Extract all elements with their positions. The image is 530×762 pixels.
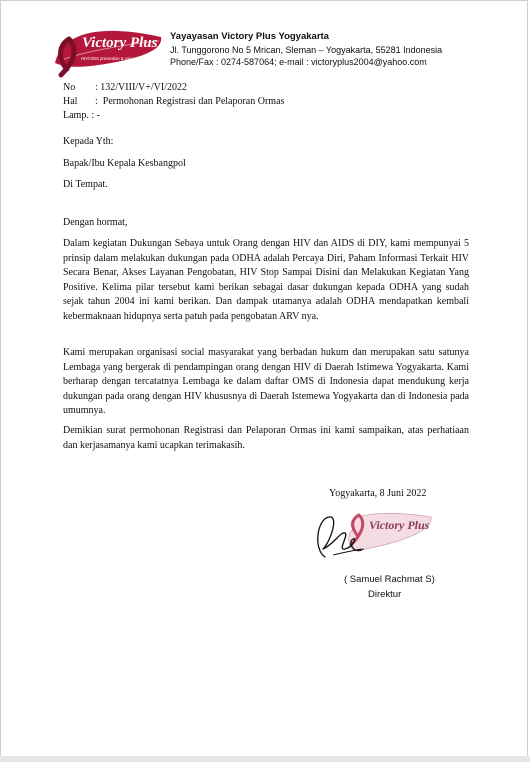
body-paragraph-1: Dalam kegiatan Dukungan Sebaya untuk Orang dengan HIV dan AIDS di DIY, kami mempunyai 5 prinsip dalam melakukan dukungan pada ODHA adalah Percaya Diri, Paham Informasi Terkait HIV Secara Benar, Akses Layanan Pengobatan, HIV Stop Sampai Disini dan Melakukan Kegiatan Yang Positive. Kelima pilar tersebut kami berikan sebagai dasar dukungan kepada ODHA yang sudah sejak tahun 2004 ini kami berikan. Dan dampak utamanya adalah ODHA mendapatkan kembali kebermaknaan hidupnya serta patuh pada pengobatan ARV nya. xyxy=(63,238,469,322)
greeting: Dengan hormat, xyxy=(63,217,128,228)
body-paragraph-3: Demikian surat permohonan Registrasi dan Pelaporan Ormas ini kami sampaikan, atas perhatiaan dan kerjasamanya kami ucapkan terimakasih. xyxy=(63,425,469,451)
meta-number-value: : 132/VIII/V+/VI/2022 xyxy=(95,82,188,93)
meta-subject-label: Hal xyxy=(63,96,78,107)
place-date: Yogyakarta, 8 Juni 2022 xyxy=(329,488,427,499)
signer-name: ( Samuel Rachmat S) xyxy=(344,574,435,585)
letter-meta xyxy=(63,81,284,123)
meta-number xyxy=(63,81,284,95)
signer-title: Direktur xyxy=(368,589,402,600)
recipient-name: Bapak/Ibu Kepala Kesbangpol xyxy=(63,158,186,169)
meta-attachment: Lamp. : - xyxy=(63,110,100,121)
meta-subject-value: : Permohonan Registrasi dan Pelaporan Ormas xyxy=(95,96,285,107)
page-bottom-edge xyxy=(0,756,530,762)
logo-wordmark: Victory Plus xyxy=(82,35,158,51)
org-name: Yayayasan Victory Plus Yogyakarta xyxy=(170,31,329,42)
org-contact: Phone/Fax : 0274-587064; e-mail : victoryplus2004@yahoo.com xyxy=(170,57,427,67)
meta-number-label: No xyxy=(63,82,76,93)
signature-and-stamp xyxy=(311,505,436,565)
meta-subject xyxy=(63,95,284,109)
victory-plus-logo xyxy=(49,23,167,79)
recipient-place: Di Tempat. xyxy=(63,179,108,190)
body-paragraph-2: Kami merupakan organisasi social masyarakat yang berbadan hukum dan merupakan satu satunya Lembaga yang bergerak di pendampingan orang dengan HIV di Daerah Istimewa Yogyakarta. Kami berharap dengan tercatatnya Lembaga ke dalam daftar OMS di Indonesia dapat mendukung kerja dukungan pada orang dengan HIV khususnya di Daerah Istemewa Yogyakarta dan di Indonesia pada umumnya. xyxy=(63,347,469,417)
org-header xyxy=(170,31,442,69)
org-address: Jl. Tunggorono No 5 Mrican, Sleman – Yogyakarta, 55281 Indonesia xyxy=(170,44,443,55)
recipient-to: Kepada Yth: xyxy=(63,136,114,147)
logo-tagline: HIV/AIDS prevention & care support xyxy=(81,56,149,61)
stamp-wordmark: Victory Plus xyxy=(369,518,430,532)
